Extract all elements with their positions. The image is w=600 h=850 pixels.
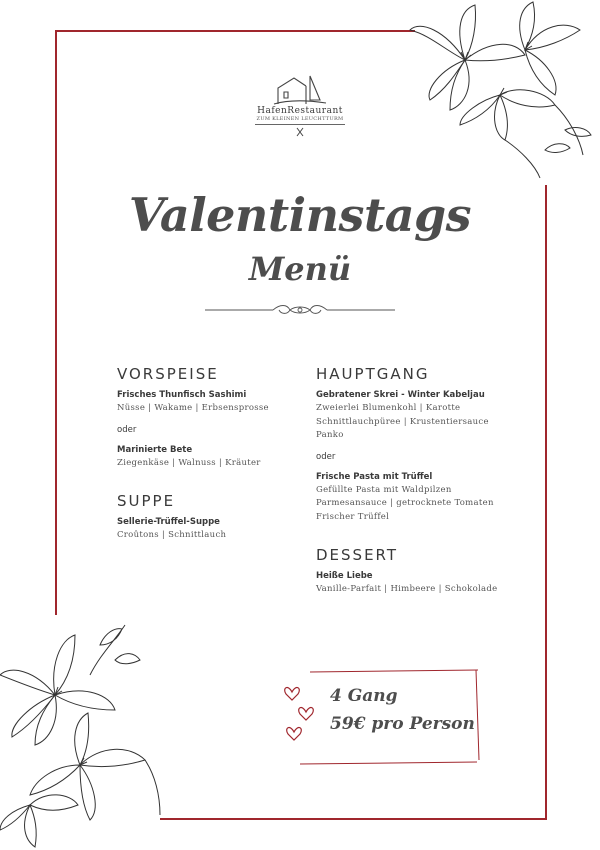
- dish-description: Panko: [316, 430, 344, 440]
- page-title: Valentinstags: [128, 188, 472, 242]
- dish-name: Heiße Liebe: [316, 571, 373, 581]
- dish-description: Ziegenkäse | Walnuss | Kräuter: [117, 457, 261, 468]
- lighthouse-logo-icon: [270, 70, 330, 108]
- dish-name: Frisches Thunfisch Sashimi: [117, 390, 247, 400]
- restaurant-logo: [250, 70, 350, 137]
- lily-flower-icon: [0, 615, 175, 850]
- frame-left-line: [55, 30, 57, 615]
- dish-name: Frische Pasta mit Trüffel: [316, 471, 433, 482]
- dish-description: Gefüllte Pasta mit Waldpilzen: [316, 484, 452, 495]
- dish-name: Sellerie-Trüffel-Suppe: [117, 517, 220, 527]
- section-heading-vorspeise: VORSPEISE: [117, 365, 219, 383]
- dish-description: Frischer Trüffel: [316, 511, 390, 522]
- dish-description: Nüsse | Wakame | Erbsensprosse: [117, 403, 269, 413]
- course-count: 4 Gang: [330, 686, 398, 706]
- section-heading-dessert: DESSERT: [316, 546, 399, 564]
- dish-description: Zweierlei Blumenkohl | Karotte: [316, 403, 461, 413]
- price-per-person: 59€ pro Person: [330, 714, 475, 734]
- alternative-separator: oder: [316, 451, 336, 462]
- ornament-divider-icon: [205, 300, 395, 320]
- dish-description: Croûtons | Schnittlauch: [117, 530, 227, 540]
- dish-description: Schnittlauchpüree | Krustentiersauce: [316, 416, 489, 427]
- dish-description: Vanille-Parfait | Himbeere | Schokolade: [316, 584, 498, 594]
- logo-name: HafenRestaurant: [257, 106, 343, 116]
- dish-name: Gebratener Skrei - Winter Kabeljau: [316, 390, 485, 400]
- menu-left-column: [117, 365, 307, 543]
- heart-icon: [285, 688, 300, 700]
- logo-underline: [255, 124, 345, 125]
- page-subtitle: Menü: [248, 250, 352, 288]
- heart-icon: [287, 728, 302, 740]
- alternative-separator: oder: [117, 424, 137, 435]
- cutlery-icon: [295, 127, 305, 137]
- frame-top-line: [55, 30, 415, 32]
- heart-icon: [299, 708, 314, 720]
- logo-tagline: ZUM KLEINEN LEUCHTTURM: [256, 116, 344, 122]
- section-heading-hauptgang: HAUPTGANG: [316, 365, 430, 383]
- dish-description: Parmesansauce | getrocknete Tomaten: [316, 498, 494, 508]
- lily-flower-icon: [405, 0, 595, 180]
- section-heading-suppe: SUPPE: [117, 492, 176, 510]
- menu-right-column: [316, 365, 546, 597]
- frame-bottom-line: [160, 818, 547, 820]
- dish-name: Marinierte Bete: [117, 444, 193, 455]
